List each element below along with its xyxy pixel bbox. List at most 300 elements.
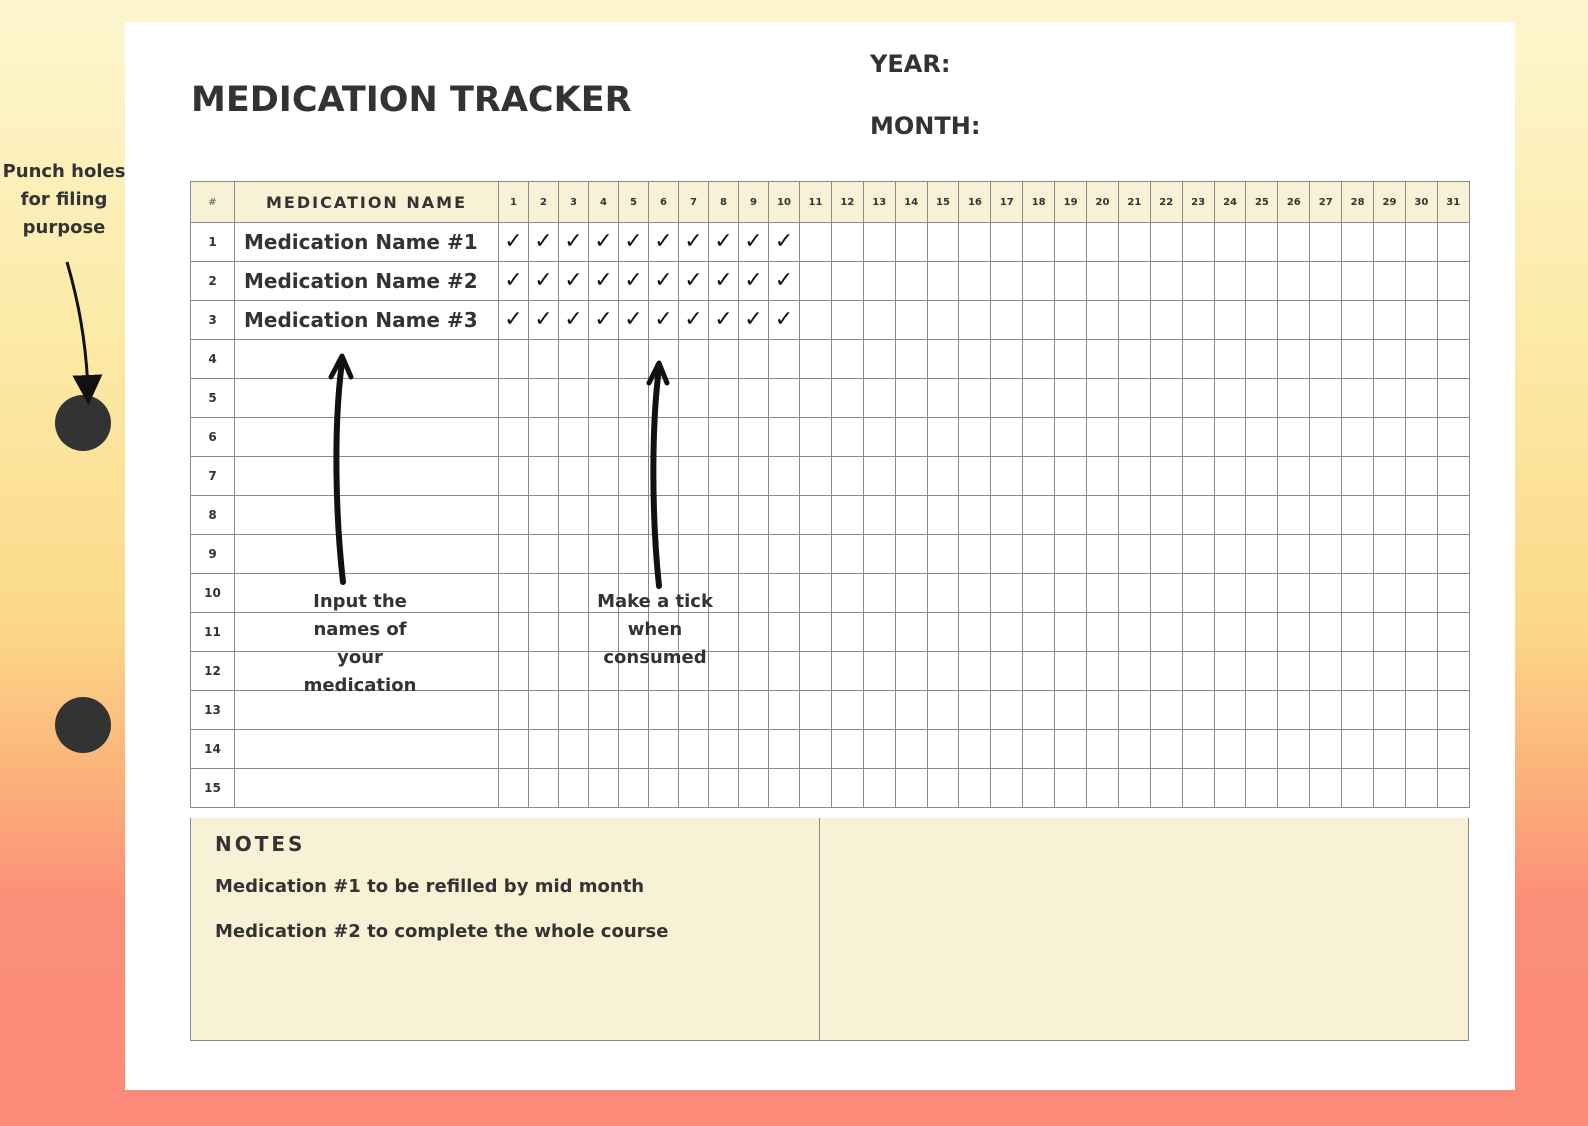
day-tick-cell[interactable] — [1278, 496, 1310, 535]
day-tick-cell[interactable] — [863, 613, 895, 652]
day-tick-cell[interactable] — [1055, 262, 1087, 301]
day-tick-cell[interactable] — [1437, 613, 1469, 652]
day-tick-cell[interactable] — [529, 691, 559, 730]
day-tick-cell[interactable] — [1023, 262, 1055, 301]
day-tick-cell[interactable] — [1055, 457, 1087, 496]
day-tick-cell[interactable] — [1278, 769, 1310, 808]
day-tick-cell[interactable] — [991, 379, 1023, 418]
day-tick-cell[interactable] — [1246, 418, 1278, 457]
day-tick-cell[interactable] — [959, 301, 991, 340]
day-tick-cell[interactable] — [991, 652, 1023, 691]
day-tick-cell[interactable] — [1310, 418, 1342, 457]
day-tick-cell[interactable] — [1118, 535, 1150, 574]
day-tick-cell[interactable] — [529, 730, 559, 769]
day-tick-cell[interactable] — [1087, 652, 1119, 691]
day-tick-cell[interactable] — [1055, 496, 1087, 535]
day-tick-cell[interactable] — [1342, 769, 1374, 808]
day-tick-cell[interactable] — [1278, 457, 1310, 496]
day-tick-cell[interactable] — [1278, 379, 1310, 418]
day-tick-cell[interactable] — [589, 301, 619, 340]
day-tick-cell[interactable] — [1342, 691, 1374, 730]
day-tick-cell[interactable] — [863, 340, 895, 379]
day-tick-cell[interactable] — [1374, 691, 1406, 730]
day-tick-cell[interactable] — [739, 535, 769, 574]
day-tick-cell[interactable] — [1118, 418, 1150, 457]
day-tick-cell[interactable] — [769, 223, 800, 262]
day-tick-cell[interactable] — [1182, 457, 1214, 496]
day-tick-cell[interactable] — [529, 418, 559, 457]
day-tick-cell[interactable] — [1246, 223, 1278, 262]
day-tick-cell[interactable] — [895, 535, 927, 574]
day-tick-cell[interactable] — [769, 613, 800, 652]
day-tick-cell[interactable] — [529, 769, 559, 808]
day-tick-cell[interactable] — [1405, 652, 1437, 691]
day-tick-cell[interactable] — [1055, 301, 1087, 340]
day-tick-cell[interactable] — [709, 223, 739, 262]
day-tick-cell[interactable] — [1055, 535, 1087, 574]
day-tick-cell[interactable] — [831, 457, 863, 496]
day-tick-cell[interactable] — [679, 535, 709, 574]
day-tick-cell[interactable] — [709, 457, 739, 496]
day-tick-cell[interactable] — [1087, 379, 1119, 418]
notes-blank-panel[interactable] — [820, 818, 1468, 1040]
day-tick-cell[interactable] — [1374, 418, 1406, 457]
day-tick-cell[interactable] — [1023, 652, 1055, 691]
day-tick-cell[interactable] — [1055, 418, 1087, 457]
day-tick-cell[interactable] — [1118, 496, 1150, 535]
day-tick-cell[interactable] — [769, 418, 800, 457]
day-tick-cell[interactable] — [559, 769, 589, 808]
day-tick-cell[interactable] — [1087, 496, 1119, 535]
day-tick-cell[interactable] — [800, 418, 832, 457]
day-tick-cell[interactable] — [959, 574, 991, 613]
day-tick-cell[interactable] — [1118, 301, 1150, 340]
day-tick-cell[interactable] — [1087, 769, 1119, 808]
day-tick-cell[interactable] — [1023, 223, 1055, 262]
day-tick-cell[interactable] — [589, 340, 619, 379]
day-tick-cell[interactable] — [529, 613, 559, 652]
day-tick-cell[interactable] — [709, 301, 739, 340]
day-tick-cell[interactable] — [1023, 340, 1055, 379]
day-tick-cell[interactable] — [831, 613, 863, 652]
day-tick-cell[interactable] — [863, 652, 895, 691]
day-tick-cell[interactable] — [529, 262, 559, 301]
day-tick-cell[interactable] — [1150, 652, 1182, 691]
day-tick-cell[interactable] — [1374, 379, 1406, 418]
day-tick-cell[interactable] — [499, 262, 529, 301]
day-tick-cell[interactable] — [1278, 262, 1310, 301]
notes-panel[interactable] — [191, 818, 820, 1040]
day-tick-cell[interactable] — [831, 340, 863, 379]
day-tick-cell[interactable] — [800, 379, 832, 418]
day-tick-cell[interactable] — [1055, 340, 1087, 379]
day-tick-cell[interactable] — [1055, 223, 1087, 262]
day-tick-cell[interactable] — [1278, 535, 1310, 574]
day-tick-cell[interactable] — [1374, 730, 1406, 769]
day-tick-cell[interactable] — [959, 691, 991, 730]
day-tick-cell[interactable] — [649, 730, 679, 769]
day-tick-cell[interactable] — [1182, 379, 1214, 418]
day-tick-cell[interactable] — [800, 340, 832, 379]
day-tick-cell[interactable] — [1023, 613, 1055, 652]
day-tick-cell[interactable] — [619, 340, 649, 379]
day-tick-cell[interactable] — [1246, 301, 1278, 340]
day-tick-cell[interactable] — [1182, 652, 1214, 691]
day-tick-cell[interactable] — [1405, 691, 1437, 730]
day-tick-cell[interactable] — [991, 535, 1023, 574]
day-tick-cell[interactable] — [1374, 535, 1406, 574]
day-tick-cell[interactable] — [1150, 496, 1182, 535]
day-tick-cell[interactable] — [1246, 340, 1278, 379]
day-tick-cell[interactable] — [895, 613, 927, 652]
day-tick-cell[interactable] — [1055, 574, 1087, 613]
day-tick-cell[interactable] — [679, 730, 709, 769]
day-tick-cell[interactable] — [1342, 262, 1374, 301]
day-tick-cell[interactable] — [991, 418, 1023, 457]
day-tick-cell[interactable] — [1437, 574, 1469, 613]
day-tick-cell[interactable] — [589, 457, 619, 496]
day-tick-cell[interactable] — [1182, 574, 1214, 613]
day-tick-cell[interactable] — [1246, 769, 1278, 808]
day-tick-cell[interactable] — [559, 730, 589, 769]
day-tick-cell[interactable] — [709, 535, 739, 574]
day-tick-cell[interactable] — [589, 223, 619, 262]
day-tick-cell[interactable] — [927, 457, 959, 496]
day-tick-cell[interactable] — [739, 457, 769, 496]
day-tick-cell[interactable] — [559, 223, 589, 262]
day-tick-cell[interactable] — [991, 496, 1023, 535]
day-tick-cell[interactable] — [1087, 730, 1119, 769]
day-tick-cell[interactable] — [1246, 574, 1278, 613]
day-tick-cell[interactable] — [1214, 301, 1246, 340]
day-tick-cell[interactable] — [800, 262, 832, 301]
day-tick-cell[interactable] — [1150, 223, 1182, 262]
day-tick-cell[interactable] — [1087, 574, 1119, 613]
day-tick-cell[interactable] — [1310, 262, 1342, 301]
day-tick-cell[interactable] — [959, 457, 991, 496]
day-tick-cell[interactable] — [1214, 457, 1246, 496]
day-tick-cell[interactable] — [1405, 418, 1437, 457]
day-tick-cell[interactable] — [529, 301, 559, 340]
day-tick-cell[interactable] — [1182, 340, 1214, 379]
day-tick-cell[interactable] — [619, 730, 649, 769]
day-tick-cell[interactable] — [959, 262, 991, 301]
day-tick-cell[interactable] — [1437, 418, 1469, 457]
day-tick-cell[interactable] — [831, 691, 863, 730]
day-tick-cell[interactable] — [1118, 574, 1150, 613]
day-tick-cell[interactable] — [739, 691, 769, 730]
day-tick-cell[interactable] — [649, 301, 679, 340]
day-tick-cell[interactable] — [499, 574, 529, 613]
day-tick-cell[interactable] — [895, 418, 927, 457]
medication-name-cell[interactable] — [235, 418, 499, 457]
day-tick-cell[interactable] — [1214, 691, 1246, 730]
day-tick-cell[interactable] — [1118, 379, 1150, 418]
day-tick-cell[interactable] — [1214, 769, 1246, 808]
day-tick-cell[interactable] — [927, 691, 959, 730]
day-tick-cell[interactable] — [1437, 457, 1469, 496]
day-tick-cell[interactable] — [1437, 535, 1469, 574]
day-tick-cell[interactable] — [863, 262, 895, 301]
day-tick-cell[interactable] — [1310, 769, 1342, 808]
day-tick-cell[interactable] — [1437, 340, 1469, 379]
day-tick-cell[interactable] — [1405, 613, 1437, 652]
day-tick-cell[interactable] — [1278, 223, 1310, 262]
day-tick-cell[interactable] — [895, 223, 927, 262]
day-tick-cell[interactable] — [895, 340, 927, 379]
day-tick-cell[interactable] — [1023, 574, 1055, 613]
day-tick-cell[interactable] — [619, 379, 649, 418]
day-tick-cell[interactable] — [1310, 691, 1342, 730]
day-tick-cell[interactable] — [1118, 457, 1150, 496]
day-tick-cell[interactable] — [559, 418, 589, 457]
day-tick-cell[interactable] — [1405, 301, 1437, 340]
day-tick-cell[interactable] — [895, 652, 927, 691]
day-tick-cell[interactable] — [1214, 613, 1246, 652]
day-tick-cell[interactable] — [619, 223, 649, 262]
medication-name-cell[interactable]: Medication Name #3 — [235, 301, 499, 340]
day-tick-cell[interactable] — [991, 223, 1023, 262]
day-tick-cell[interactable] — [927, 535, 959, 574]
day-tick-cell[interactable] — [1405, 379, 1437, 418]
day-tick-cell[interactable] — [831, 769, 863, 808]
day-tick-cell[interactable] — [1023, 418, 1055, 457]
day-tick-cell[interactable] — [559, 496, 589, 535]
day-tick-cell[interactable] — [959, 652, 991, 691]
day-tick-cell[interactable] — [1310, 496, 1342, 535]
day-tick-cell[interactable] — [1214, 730, 1246, 769]
day-tick-cell[interactable] — [769, 340, 800, 379]
day-tick-cell[interactable] — [649, 691, 679, 730]
day-tick-cell[interactable] — [559, 340, 589, 379]
day-tick-cell[interactable] — [769, 652, 800, 691]
day-tick-cell[interactable] — [589, 379, 619, 418]
day-tick-cell[interactable] — [739, 730, 769, 769]
day-tick-cell[interactable] — [1087, 418, 1119, 457]
day-tick-cell[interactable] — [529, 379, 559, 418]
day-tick-cell[interactable] — [831, 223, 863, 262]
day-tick-cell[interactable] — [959, 340, 991, 379]
day-tick-cell[interactable] — [1150, 418, 1182, 457]
day-tick-cell[interactable] — [991, 457, 1023, 496]
day-tick-cell[interactable] — [1023, 691, 1055, 730]
day-tick-cell[interactable] — [1246, 730, 1278, 769]
day-tick-cell[interactable] — [589, 262, 619, 301]
day-tick-cell[interactable] — [863, 301, 895, 340]
day-tick-cell[interactable] — [1023, 301, 1055, 340]
day-tick-cell[interactable] — [959, 496, 991, 535]
day-tick-cell[interactable] — [529, 574, 559, 613]
day-tick-cell[interactable] — [709, 379, 739, 418]
day-tick-cell[interactable] — [863, 691, 895, 730]
day-tick-cell[interactable] — [1374, 262, 1406, 301]
day-tick-cell[interactable] — [1214, 496, 1246, 535]
day-tick-cell[interactable] — [1118, 730, 1150, 769]
day-tick-cell[interactable] — [649, 535, 679, 574]
day-tick-cell[interactable] — [769, 301, 800, 340]
day-tick-cell[interactable] — [649, 379, 679, 418]
day-tick-cell[interactable] — [709, 340, 739, 379]
day-tick-cell[interactable] — [559, 301, 589, 340]
day-tick-cell[interactable] — [649, 496, 679, 535]
day-tick-cell[interactable] — [1214, 652, 1246, 691]
day-tick-cell[interactable] — [927, 223, 959, 262]
day-tick-cell[interactable] — [499, 535, 529, 574]
day-tick-cell[interactable] — [619, 262, 649, 301]
day-tick-cell[interactable] — [559, 262, 589, 301]
day-tick-cell[interactable] — [739, 574, 769, 613]
day-tick-cell[interactable] — [1278, 730, 1310, 769]
day-tick-cell[interactable] — [589, 730, 619, 769]
day-tick-cell[interactable] — [679, 301, 709, 340]
day-tick-cell[interactable] — [800, 691, 832, 730]
day-tick-cell[interactable] — [529, 652, 559, 691]
day-tick-cell[interactable] — [927, 262, 959, 301]
day-tick-cell[interactable] — [709, 769, 739, 808]
day-tick-cell[interactable] — [1118, 769, 1150, 808]
day-tick-cell[interactable] — [927, 340, 959, 379]
day-tick-cell[interactable] — [895, 496, 927, 535]
day-tick-cell[interactable] — [1246, 496, 1278, 535]
day-tick-cell[interactable] — [1182, 769, 1214, 808]
day-tick-cell[interactable] — [1055, 652, 1087, 691]
day-tick-cell[interactable] — [529, 535, 559, 574]
day-tick-cell[interactable] — [1182, 691, 1214, 730]
day-tick-cell[interactable] — [1310, 613, 1342, 652]
day-tick-cell[interactable] — [1246, 262, 1278, 301]
day-tick-cell[interactable] — [1087, 223, 1119, 262]
day-tick-cell[interactable] — [769, 691, 800, 730]
day-tick-cell[interactable] — [769, 535, 800, 574]
day-tick-cell[interactable] — [1342, 301, 1374, 340]
day-tick-cell[interactable] — [831, 730, 863, 769]
day-tick-cell[interactable] — [1087, 535, 1119, 574]
day-tick-cell[interactable] — [499, 730, 529, 769]
day-tick-cell[interactable] — [800, 652, 832, 691]
day-tick-cell[interactable] — [1055, 379, 1087, 418]
day-tick-cell[interactable] — [1214, 535, 1246, 574]
day-tick-cell[interactable] — [927, 613, 959, 652]
day-tick-cell[interactable] — [1118, 613, 1150, 652]
day-tick-cell[interactable] — [769, 457, 800, 496]
day-tick-cell[interactable] — [959, 613, 991, 652]
day-tick-cell[interactable] — [499, 379, 529, 418]
day-tick-cell[interactable] — [1023, 769, 1055, 808]
day-tick-cell[interactable] — [991, 340, 1023, 379]
day-tick-cell[interactable] — [1023, 379, 1055, 418]
day-tick-cell[interactable] — [1182, 730, 1214, 769]
day-tick-cell[interactable] — [1374, 574, 1406, 613]
day-tick-cell[interactable] — [1214, 574, 1246, 613]
day-tick-cell[interactable] — [499, 418, 529, 457]
day-tick-cell[interactable] — [927, 574, 959, 613]
day-tick-cell[interactable] — [1437, 301, 1469, 340]
day-tick-cell[interactable] — [499, 691, 529, 730]
day-tick-cell[interactable] — [769, 769, 800, 808]
day-tick-cell[interactable] — [769, 496, 800, 535]
day-tick-cell[interactable] — [1023, 457, 1055, 496]
day-tick-cell[interactable] — [800, 574, 832, 613]
day-tick-cell[interactable] — [679, 340, 709, 379]
day-tick-cell[interactable] — [1374, 301, 1406, 340]
day-tick-cell[interactable] — [1055, 691, 1087, 730]
day-tick-cell[interactable] — [800, 535, 832, 574]
day-tick-cell[interactable] — [649, 418, 679, 457]
day-tick-cell[interactable] — [1310, 301, 1342, 340]
day-tick-cell[interactable] — [895, 769, 927, 808]
day-tick-cell[interactable] — [1087, 691, 1119, 730]
day-tick-cell[interactable] — [1118, 262, 1150, 301]
day-tick-cell[interactable] — [1342, 340, 1374, 379]
day-tick-cell[interactable] — [1087, 457, 1119, 496]
day-tick-cell[interactable] — [559, 457, 589, 496]
day-tick-cell[interactable] — [927, 379, 959, 418]
day-tick-cell[interactable] — [831, 418, 863, 457]
day-tick-cell[interactable] — [959, 730, 991, 769]
medication-name-cell[interactable] — [235, 496, 499, 535]
day-tick-cell[interactable] — [927, 769, 959, 808]
day-tick-cell[interactable] — [800, 223, 832, 262]
day-tick-cell[interactable] — [739, 613, 769, 652]
day-tick-cell[interactable] — [1278, 340, 1310, 379]
day-tick-cell[interactable] — [649, 223, 679, 262]
day-tick-cell[interactable] — [895, 574, 927, 613]
day-tick-cell[interactable] — [499, 496, 529, 535]
day-tick-cell[interactable] — [559, 535, 589, 574]
day-tick-cell[interactable] — [679, 418, 709, 457]
day-tick-cell[interactable] — [709, 730, 739, 769]
day-tick-cell[interactable] — [1278, 574, 1310, 613]
day-tick-cell[interactable] — [959, 379, 991, 418]
day-tick-cell[interactable] — [619, 418, 649, 457]
day-tick-cell[interactable] — [1405, 574, 1437, 613]
day-tick-cell[interactable] — [619, 496, 649, 535]
day-tick-cell[interactable] — [1405, 496, 1437, 535]
day-tick-cell[interactable] — [1374, 223, 1406, 262]
day-tick-cell[interactable] — [1405, 223, 1437, 262]
day-tick-cell[interactable] — [1405, 340, 1437, 379]
day-tick-cell[interactable] — [1087, 301, 1119, 340]
day-tick-cell[interactable] — [1278, 301, 1310, 340]
day-tick-cell[interactable] — [589, 496, 619, 535]
day-tick-cell[interactable] — [863, 379, 895, 418]
day-tick-cell[interactable] — [769, 730, 800, 769]
day-tick-cell[interactable] — [991, 691, 1023, 730]
day-tick-cell[interactable] — [1118, 223, 1150, 262]
day-tick-cell[interactable] — [739, 301, 769, 340]
day-tick-cell[interactable] — [679, 262, 709, 301]
day-tick-cell[interactable] — [1278, 613, 1310, 652]
day-tick-cell[interactable] — [863, 574, 895, 613]
day-tick-cell[interactable] — [1150, 379, 1182, 418]
day-tick-cell[interactable] — [1278, 691, 1310, 730]
day-tick-cell[interactable] — [709, 496, 739, 535]
day-tick-cell[interactable] — [1055, 730, 1087, 769]
medication-name-cell[interactable] — [235, 769, 499, 808]
day-tick-cell[interactable] — [1342, 535, 1374, 574]
medication-name-cell[interactable] — [235, 340, 499, 379]
day-tick-cell[interactable] — [1150, 535, 1182, 574]
day-tick-cell[interactable] — [895, 301, 927, 340]
day-tick-cell[interactable] — [619, 535, 649, 574]
day-tick-cell[interactable] — [499, 301, 529, 340]
medication-name-cell[interactable] — [235, 730, 499, 769]
day-tick-cell[interactable] — [1182, 613, 1214, 652]
day-tick-cell[interactable] — [1087, 340, 1119, 379]
day-tick-cell[interactable] — [800, 613, 832, 652]
day-tick-cell[interactable] — [831, 652, 863, 691]
day-tick-cell[interactable] — [863, 457, 895, 496]
